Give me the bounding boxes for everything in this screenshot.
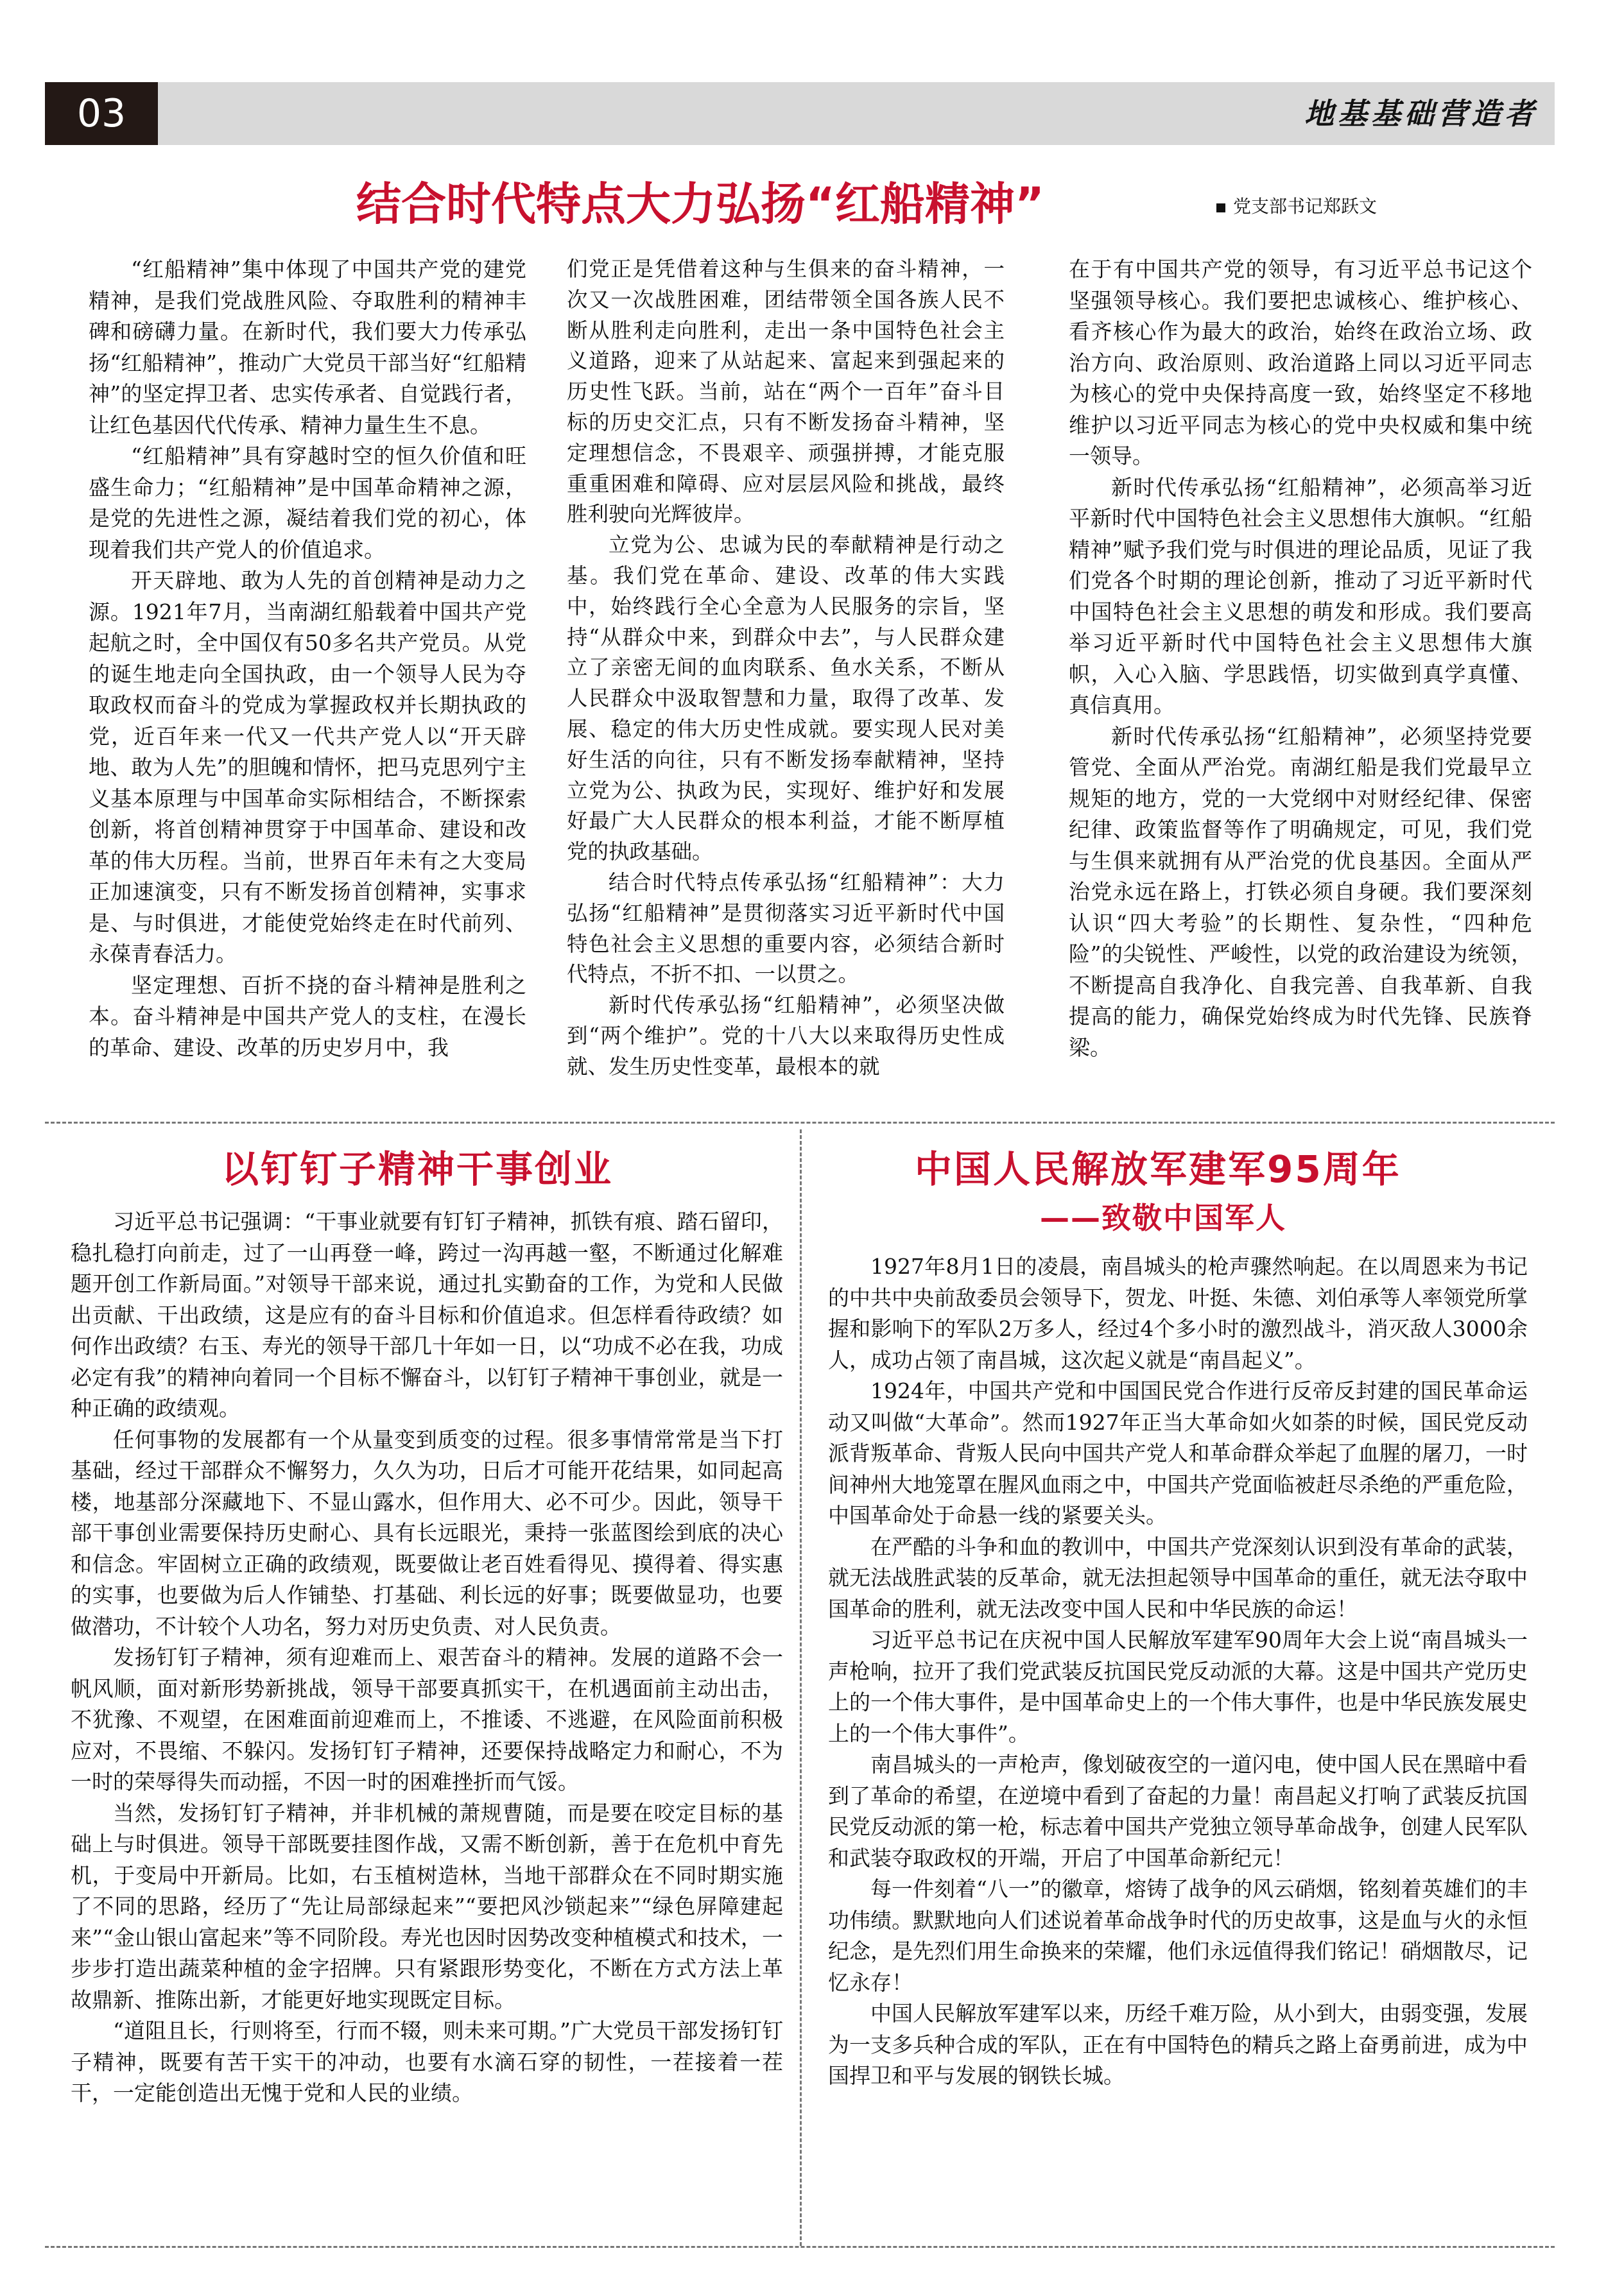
article2-paragraph: “道阻且长，行则将至，行而不辍，则未来可期。”广大党员干部发扬钉钉子精神，既要有苦干实干的冲动，也要有水滴石穿的韧性，一茬接着一茬干，一定能创造出无愧于党和人民的业绩。 xyxy=(71,2018,783,2105)
article1-byline-text: 党支部书记郑跃文 xyxy=(1233,196,1378,217)
article3-paragraph: 中国人民解放军建军以来，历经千难万险，从小到大，由弱变强，发展为一支多兵种合成的军队，正在有中国特色的精兵之路上奋勇前进，成为中国捍卫和平与发展的钢铁长城。 xyxy=(828,2001,1528,2088)
article1-paragraph: 结合时代特点传承弘扬“红船精神”：大力弘扬“红船精神”是贯彻落实习近平新时代中国特色社会主义思想的重要内容，必须结合新时代特点，不折不扣、一以贯之。 xyxy=(567,870,1005,987)
article1-column-1 xyxy=(89,254,526,1088)
article1-paragraph: 开天辟地、敢为人先的首创精神是动力之源。1921年7月，当南湖红船载着中国共产党起航之时，全中国仅有50多名共产党员。从党的诞生地走向全国执政，由一个领导人民为夺取政权而奋斗的党成为掌握政权并长期执政的党，近百年来一代又一代共产党人以“开天辟地、敢为人先”的胆魄和情怀，把马克思列宁主义基本原理与中国革命实际相结合，不断探索创新，将首创精神贯穿于中国革命、建设和改革的伟大历程。当前，世界百年未有之大变局正加速演变，只有不断发扬首创精神，实事求是、与时俱进，才能使党始终走在时代前列、永葆青春活力。 xyxy=(89,568,526,966)
section-divider-bottom xyxy=(45,2246,1555,2248)
article1-paragraph: 在于有中国共产党的领导，有习近平总书记这个坚强领导核心。我们要把忠诚核心、维护核心、看齐核心作为最大的政治，始终在政治立场、政治方向、政治原则、政治道路上同以习近平同志为核心的党中央保持高度一致，始终坚定不移地维护以习近平同志为核心的党中央权威和集中统一领导。 xyxy=(1069,257,1532,468)
section-divider-top xyxy=(45,1122,1555,1124)
byline-square-icon xyxy=(1216,203,1225,212)
column-name: 地基基础营造者 xyxy=(1304,96,1538,131)
article1-paragraph: 立党为公、忠诚为民的奉献精神是行动之基。我们党在革命、建设、改革的伟大实践中，始终践行全心全意为人民服务的宗旨，坚持“从群众中来，到群众中去”，与人民群众建立了亲密无间的血肉联系、鱼水关系，不断从人民群众中汲取智慧和力量，取得了改革、发展、稳定的伟大历史性成就。要实现人民对美好生活的向往，只有不断发扬奉献精神，坚持立党为公、执政为民，实现好、维护好和发展好最广大人民群众的根本利益，才能不断厚植党的执政基础。 xyxy=(567,533,1005,864)
article2-body xyxy=(71,1206,783,2227)
article3-subtitle: ——致敬中国军人 xyxy=(1040,1201,1286,1235)
article3-title: 中国人民解放军建军95周年 xyxy=(915,1147,1401,1191)
article3-body xyxy=(828,1251,1528,2227)
article3-paragraph: 1927年8月1日的凌晨，南昌城头的枪声骤然响起。在以周恩来为书记的中共中央前敌委员会领导下，贺龙、叶挺、朱德、刘伯承等人率领党所掌握和影响下的军队2万多人，经过4个多小时的激烈战斗，消灭敌人3000余人，成功占领了南昌城，这次起义就是“南昌起义”。 xyxy=(828,1254,1528,1373)
article2-paragraph: 当然，发扬钉钉子精神，并非机械的萧规曹随，而是要在咬定目标的基础上与时俱进。领导干部既要挂图作战，又需不断创新，善于在危机中育先机，于变局中开新局。比如，右玉植树造林，当地干部群众在不同时期实施了不同的思路，经历了“先让局部绿起来”“要把风沙锁起来”“绿色屏障建起来”“金山银山富起来”等不同阶段。寿光也因时因势改变种植模式和技术，一步步打造出蔬菜种植的金字招牌。只有紧跟形势变化，不断在方式方法上革故鼎新、推陈出新，才能更好地实现既定目标。 xyxy=(71,1800,783,2012)
article2-title: 以钉钉子精神干事创业 xyxy=(221,1147,614,1191)
article3-paragraph: 习近平总书记在庆祝中国人民解放军建军90周年大会上说“南昌城头一声枪响，拉开了我们党武装反抗国民党反动派的大幕。这是中国共产党历史上的一个伟大事件，是中国革命史上的一个伟大事件，也是中华民族发展史上的一个伟大事件”。 xyxy=(828,1627,1528,1746)
article2-paragraph: 发扬钉钉子精神，须有迎难而上、艰苦奋斗的精神。发展的道路不会一帆风顺，面对新形势新挑战，领导干部要真抓实干，在机遇面前主动出击，不犹豫、不观望，在困难面前迎难而上，不推诿、不逃避，在风险面前积极应对，不畏缩、不躲闪。发扬钉钉子精神，还要保持战略定力和耐心，不为一时的荣辱得失而动摇，不因一时的困难挫折而气馁。 xyxy=(71,1645,783,1794)
article3-paragraph: 每一件刻着“八一”的徽章，熔铸了战争的风云硝烟，铭刻着英雄们的丰功伟绩。默默地向人们述说着革命战争时代的历史故事，这是血与火的永恒纪念，是先烈们用生命换来的荣耀，他们永远值得我们铭记！硝烟散尽，记忆永存！ xyxy=(828,1876,1528,1995)
article1-paragraph: 坚定理想、百折不挠的奋斗精神是胜利之本。奋斗精神是中国共产党人的支柱，在漫长的革命、建设、改革的历史岁月中，我 xyxy=(89,972,526,1060)
article1-paragraph: 新时代传承弘扬“红船精神”，必须坚决做到“两个维护”。党的十八大以来取得历史性成就、发生历史性变革，最根本的就 xyxy=(567,993,1005,1079)
article1-paragraph: “红船精神”集中体现了中国共产党的建党精神，是我们党战胜风险、夺取胜利的精神丰碑和磅礴力量。在新时代，我们要大力传承弘扬“红船精神”，推动广大党员干部当好“红船精神”的坚定捍卫者、忠实传承者、自觉践行者，让红色基因代代传承、精神力量生生不息。 xyxy=(89,257,526,438)
article1-column-2 xyxy=(567,254,1005,1088)
section-divider-vertical xyxy=(800,1129,802,2246)
article1-paragraph: 新时代传承弘扬“红船精神”，必须坚持党要管党、全面从严治党。南湖红船是我们党最早立规矩的地方，党的一大党纲中对财经纪律、保密纪律、政策监督等作了明确规定，可见，我们党与生俱来就拥有从严治党的优良基因。全面从严治党永远在路上，打铁必须自身硬。我们要深刻认识“四大考验”的长期性、复杂性，“四种危险”的尖锐性、严峻性，以党的政治建设为统领，不断提高自我净化、自我完善、自我革新、自我提高的能力，确保党始终成为时代先锋、民族脊梁。 xyxy=(1069,723,1532,1060)
article1-paragraph: “红船精神”具有穿越时空的恒久价值和旺盛生命力；“红船精神”是中国革命精神之源，是党的先进性之源，凝结着我们党的初心，体现着我们共产党人的价值追求。 xyxy=(89,443,526,562)
article3-paragraph: 1924年，中国共产党和中国国民党合作进行反帝反封建的国民革命运动又叫做“大革命”。然而1927年正当大革命如火如荼的时候，国民党反动派背叛革命、背叛人民向中国共产党人和革命群众举起了血腥的屠刀，一时间神州大地笼罩在腥风血雨之中，中国共产党面临被赶尽杀绝的严重危险，中国革命处于命悬一线的紧要关头。 xyxy=(828,1378,1528,1528)
article1-column-3 xyxy=(1069,254,1532,1088)
article1-byline xyxy=(1216,193,1377,218)
article1-title: 结合时代特点大力弘扬“红船精神” xyxy=(356,178,1045,230)
article2-paragraph: 习近平总书记强调：“干事业就要有钉钉子精神，抓铁有痕、踏石留印，稳扎稳打向前走，过了一山再登一峰，跨过一沟再越一壑，不断通过化解难题开创工作新局面。”对领导干部来说，通过扎实勤奋的工作，为党和人民做出贡献、干出政绩，这是应有的奋斗目标和价值追求。但怎样看待政绩？如何作出政绩？右玉、寿光的领导干部几十年如一日，以“功成不必在我，功成必定有我”的精神向着同一个目标不懈奋斗，以钉钉子精神干事创业，就是一种正确的政绩观。 xyxy=(71,1209,783,1421)
article1-paragraph: 新时代传承弘扬“红船精神”，必须高举习近平新时代中国特色社会主义思想伟大旗帜。“红船精神”赋予我们党与时俱进的理论品质，见证了我们党各个时期的理论创新，推动了习近平新时代中国特色社会主义思想的萌发和形成。我们要高举习近平新时代中国特色社会主义思想伟大旗帜，入心入脑、学思践悟，切实做到真学真懂、真信真用。 xyxy=(1069,474,1532,717)
article3-paragraph: 在严酷的斗争和血的教训中，中国共产党深刻认识到没有革命的武装，就无法战胜武装的反革命，就无法担起领导中国革命的重任，就无法夺取中国革命的胜利，就无法改变中国人民和中华民族的命运！ xyxy=(828,1534,1528,1622)
article1-paragraph: 们党正是凭借着这种与生俱来的奋斗精神，一次又一次战胜困难，团结带领全国各族人民不断从胜利走向胜利，走出一条中国特色社会主义道路，迎来了从站起来、富起来到强起来的历史性飞跃。当前，站在“两个一百年”奋斗目标的历史交汇点，只有不断发扬奋斗精神，坚定理想信念，不畏艰辛、顽强拼搏，才能克服重重困难和障碍、应对层层风险和挑战，最终胜利驶向光辉彼岸。 xyxy=(567,257,1005,527)
article2-paragraph: 任何事物的发展都有一个从量变到质变的过程。很多事情常常是当下打基础，经过干部群众不懈努力，久久为功，日后才可能开花结果，如同起高楼，地基部分深藏地下、不显山露水，但作用大、必不可少。因此，领导干部干事创业需要保持历史耐心、具有长远眼光，秉持一张蓝图绘到底的决心和信念。牢固树立正确的政绩观，既要做让老百姓看得见、摸得着、得实惠的实事，也要做为后人作铺垫、打基础、利长远的好事；既要做显功，也要做潜功，不计较个人功名，努力对历史负责、对人民负责。 xyxy=(71,1426,783,1639)
article3-paragraph: 南昌城头的一声枪声，像划破夜空的一道闪电，使中国人民在黑暗中看到了革命的希望，在逆境中看到了奋起的力量！南昌起义打响了武装反抗国民党反动派的第一枪，标志着中国共产党独立领导革命战争，创建人民军队和武装夺取政权的开端，开启了中国革命新纪元！ xyxy=(828,1752,1528,1871)
page-number: 03 xyxy=(45,82,158,145)
